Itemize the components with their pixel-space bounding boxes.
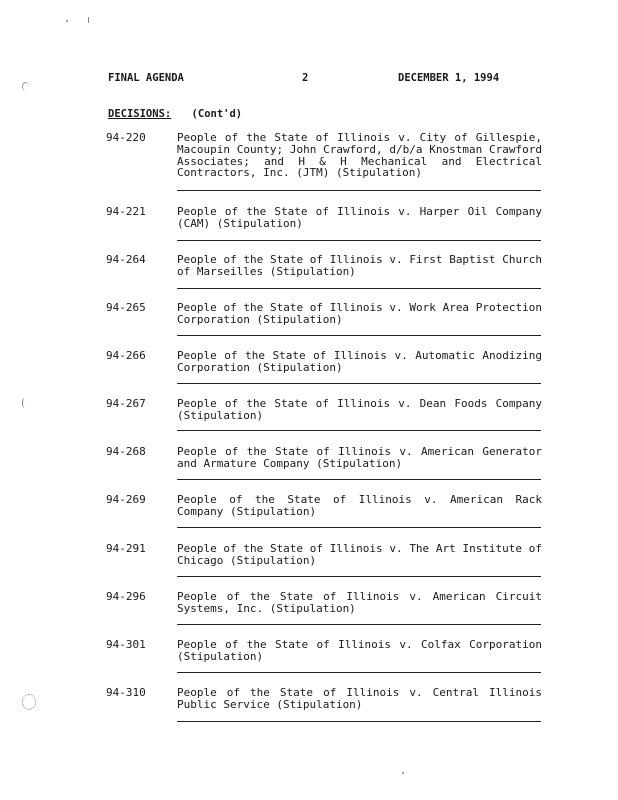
scan-speck: [402, 772, 404, 774]
case-text: People of the State of Illinois v. Work Area Protection Corporation (Stipulation): [177, 301, 542, 326]
case-number: 94-296: [106, 590, 146, 603]
scan-speck: [22, 82, 29, 91]
signature-line: [177, 479, 541, 480]
case-text: People of the State of Illinois v. American Circuit Systems, Inc. (Stipulation): [177, 590, 542, 615]
header-date: DECEMBER 1, 1994: [398, 72, 500, 84]
case-number: 94-220: [106, 131, 146, 144]
case-number: 94-301: [106, 638, 146, 651]
case-text: People of the State of Illinois v. Harper Oil Company (CAM) (Stipulation): [177, 205, 542, 230]
scan-speck: [22, 398, 27, 408]
case-number: 94-267: [106, 397, 146, 410]
case-number: 94-264: [106, 253, 146, 266]
signature-line: [177, 430, 541, 431]
signature-line: [177, 624, 541, 625]
case-number: 94-291: [106, 542, 146, 555]
case-number: 94-265: [106, 301, 146, 314]
section-heading: [108, 108, 242, 120]
case-text: People of the State of Illinois v. Central Illinois Public Service (Stipulation): [177, 686, 542, 711]
signature-line: [177, 527, 541, 528]
case-number: 94-269: [106, 493, 146, 506]
signature-line: [177, 240, 541, 241]
section-title: DECISIONS:: [108, 108, 172, 120]
case-text: People of the State of Illinois v. Colfax Corporation (Stipulation): [177, 638, 542, 663]
scan-speck: [66, 20, 68, 22]
signature-line: [177, 190, 541, 191]
signature-line: [177, 288, 541, 289]
signature-line: [177, 721, 541, 722]
case-number: 94-268: [106, 445, 146, 458]
case-number: 94-266: [106, 349, 146, 362]
case-text: People of the State of Illinois v. The Art Institute of Chicago (Stipulation): [177, 542, 542, 567]
scan-speck: [88, 17, 89, 23]
signature-line: [177, 672, 541, 673]
header-title: FINAL AGENDA: [108, 72, 184, 84]
scan-speck: [22, 694, 36, 710]
case-text: People of the State of Illinois v. City of Gillespie, Macoupin County; John Crawford, d/b/a Knostman Crawford Associates; and H & H Mechanical and Electrical Contractors, Inc. (JTM) (Stipulation): [177, 131, 542, 180]
case-text: People of the State of Illinois v. Dean Foods Company (Stipulation): [177, 397, 542, 422]
section-continued: (Cont'd): [191, 108, 243, 120]
case-text: People of the State of Illinois v. First Baptist Church of Marseilles (Stipulation): [177, 253, 542, 278]
case-number: 94-221: [106, 205, 146, 218]
signature-line: [177, 383, 541, 384]
case-text: People of the State of Illinois v. American Generator and Armature Company (Stipulation): [177, 445, 542, 470]
case-number: 94-310: [106, 686, 146, 699]
case-text: People of the State of Illinois v. Automatic Anodizing Corporation (Stipulation): [177, 349, 542, 374]
signature-line: [177, 576, 541, 577]
case-text: People of the State of Illinois v. American Rack Company (Stipulation): [177, 493, 542, 518]
signature-line: [177, 335, 541, 336]
page-number: 2: [302, 72, 309, 84]
